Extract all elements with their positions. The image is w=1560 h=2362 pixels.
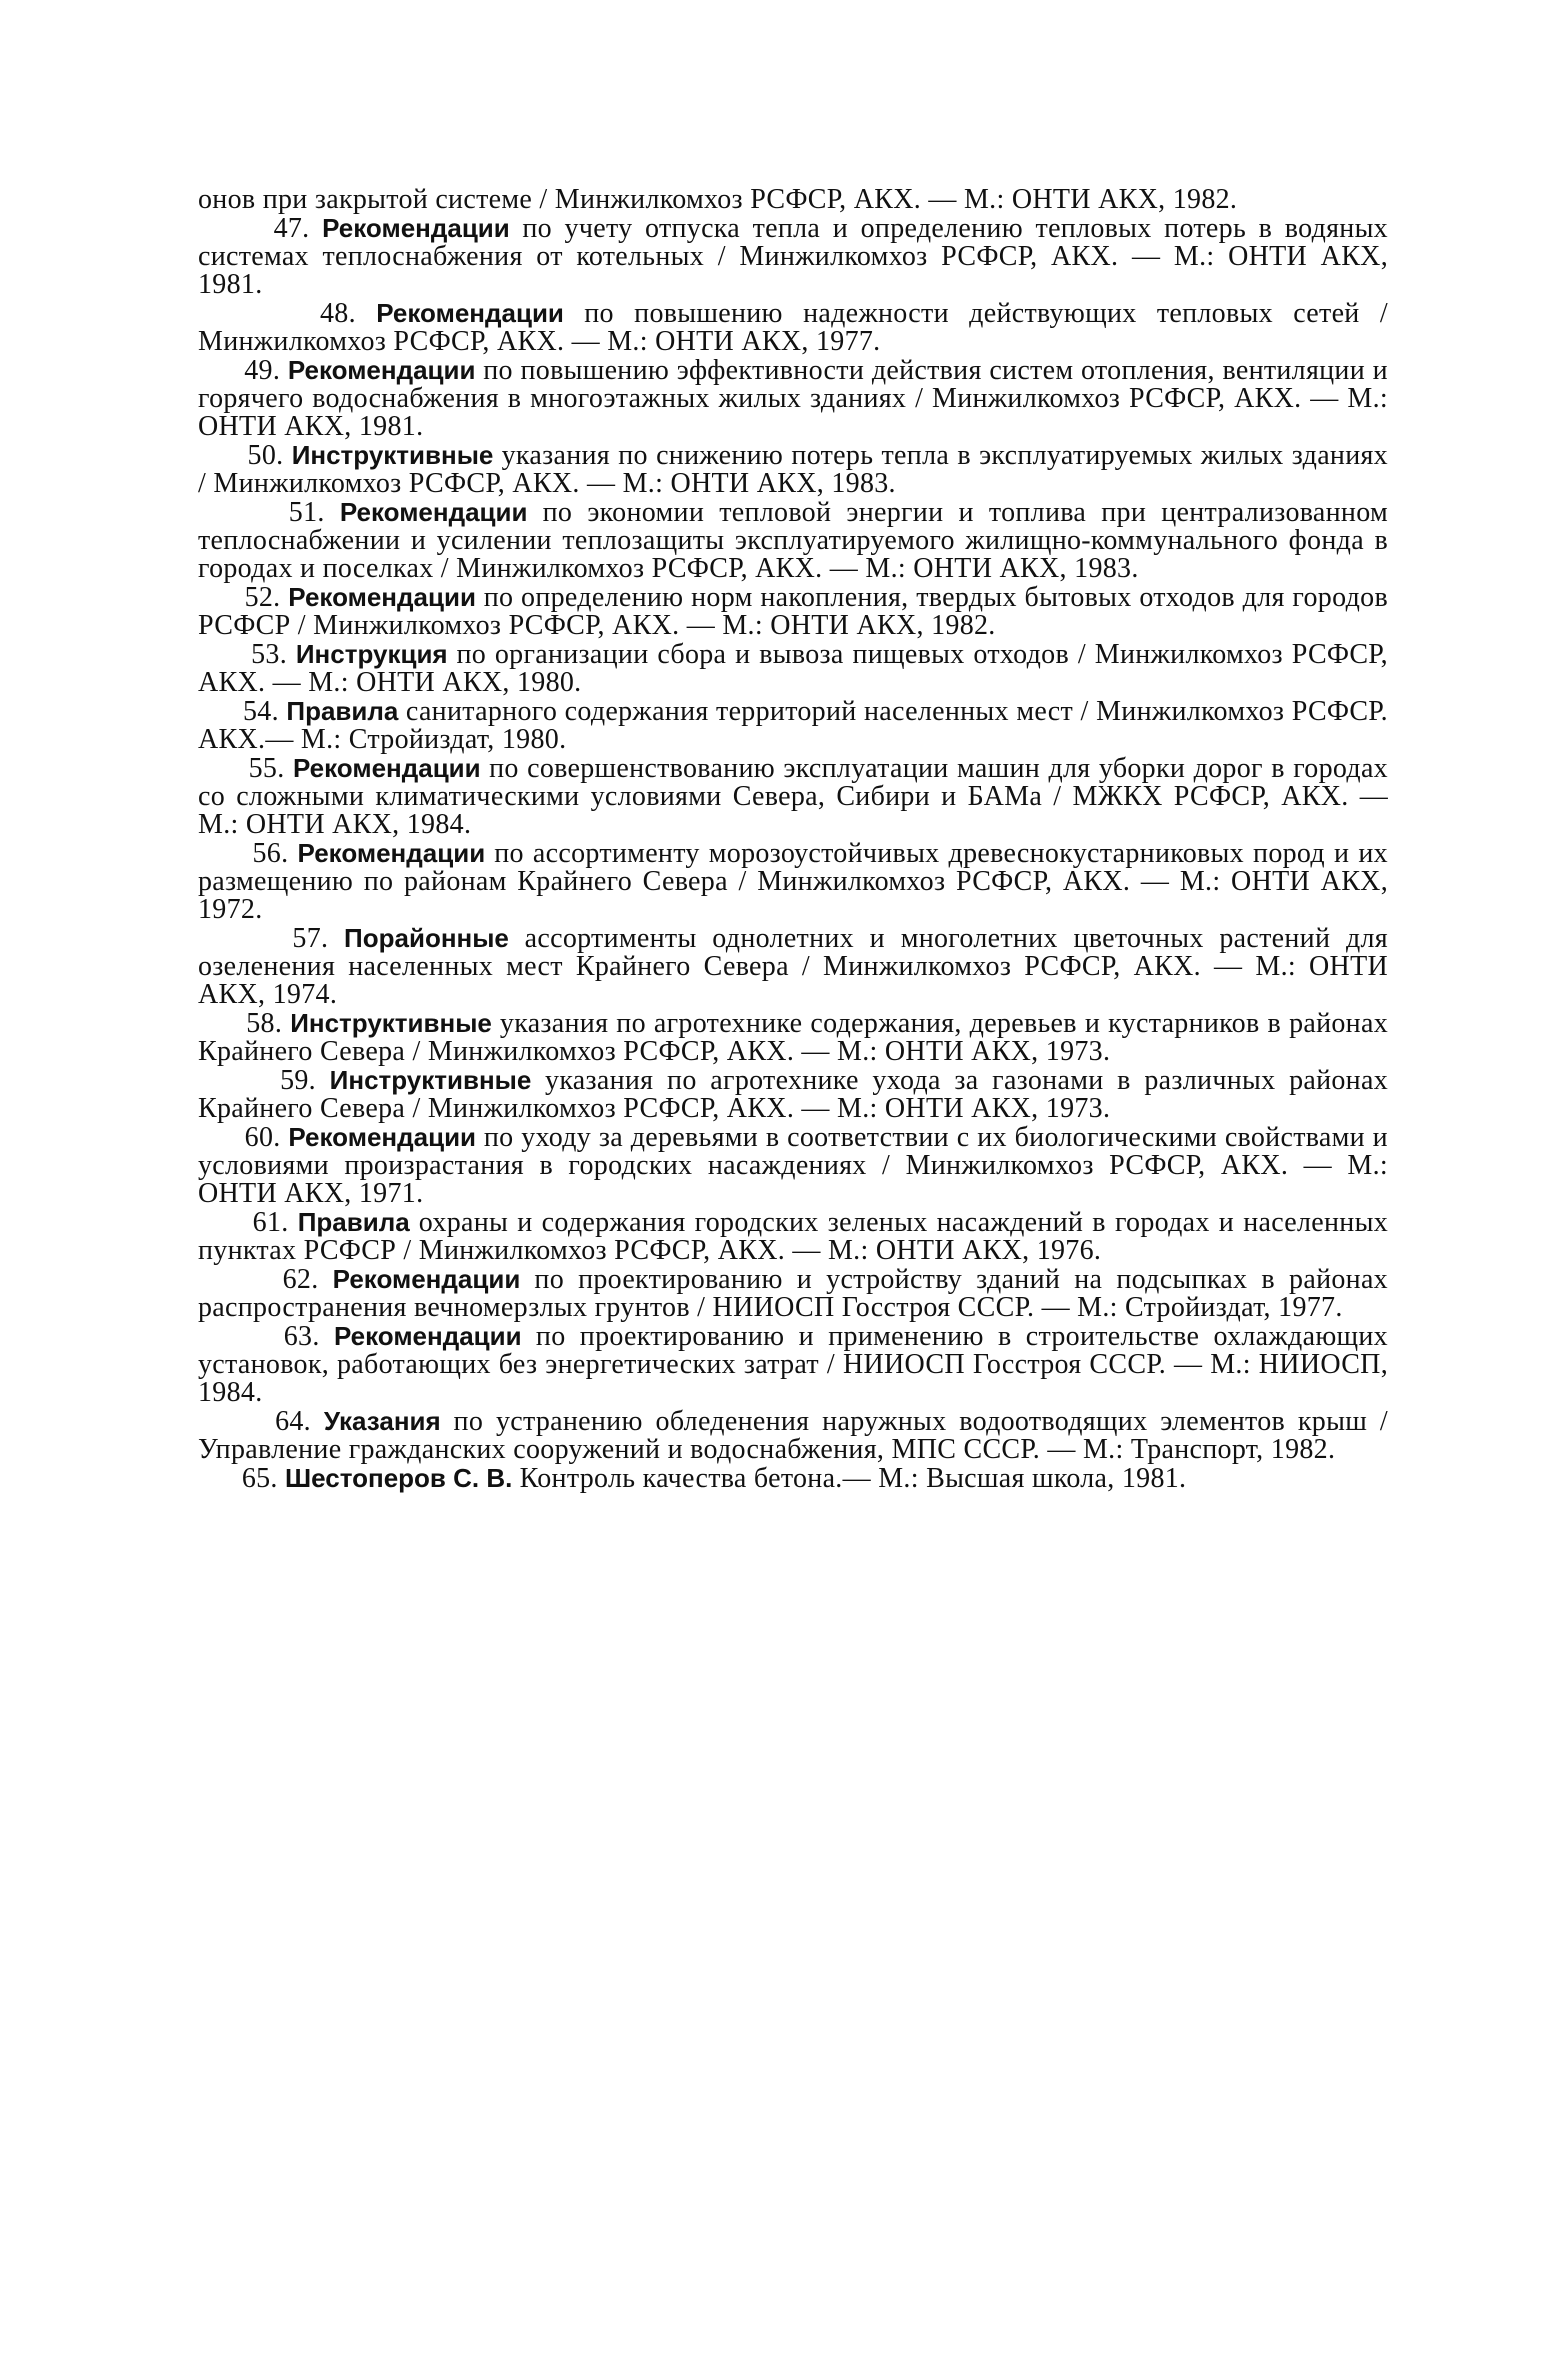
entry-number: 50. xyxy=(247,440,284,471)
entry-lead: Рекомендации xyxy=(339,497,528,527)
entry-lead: Инструктивные xyxy=(329,1065,532,1095)
entry-text: указания по агротехнике содержания, деревьев и кустарников в районах Крайнего Севера / Минжилкомхоз РСФСР, АКХ. — М.: ОНТИ АКХ, 1973. xyxy=(198,1008,1388,1067)
entry-lead: Рекомендации xyxy=(288,582,476,612)
bibliography-entry-59 xyxy=(198,1066,1388,1123)
bibliography-entry-60 xyxy=(198,1123,1388,1208)
entry-number: 48. xyxy=(319,298,356,329)
entry-number: 47. xyxy=(273,213,310,244)
entry-number: 54. xyxy=(243,696,279,727)
entry-lead: Рекомендации xyxy=(332,1264,521,1294)
entry-lead: Рекомендации xyxy=(376,298,564,328)
bibliography-entry-55 xyxy=(198,754,1388,839)
entry-lead: Правила xyxy=(297,1207,410,1237)
entry-number: 64. xyxy=(275,1406,311,1437)
entry-text: по учету отпуска тепла и определению тепловых потерь в водяных системах теплоснабжения от котельных / Минжилкомхоз РСФСР, АКХ. — М.: ОНТИ АКХ, 1981. xyxy=(198,213,1388,300)
entry-number: 53. xyxy=(251,639,287,670)
entry-number: 61. xyxy=(252,1207,289,1238)
entry-text: ассортименты однолетних и многолетних цветочных растений для озеленения населенных мест Крайнего Севера / Минжилкомхоз РСФСР, АКХ. — М.: ОНТИ АКХ, 1974. xyxy=(198,923,1388,1010)
continuation-text: онов при закрытой системе / Минжилкомхоз РСФСР, АКХ. — М.: ОНТИ АКХ, 1982. xyxy=(198,184,1238,215)
entry-lead: Рекомендации xyxy=(287,355,476,385)
entry-lead: Порайонные xyxy=(344,923,509,953)
bibliography-page xyxy=(198,186,1388,1493)
entry-text: по устранению обледенения наружных водоотводящих элементов крыш / Управление гражданских сооружений и водоснабжения, МПС СССР. — М.: Транспорт, 1982. xyxy=(198,1406,1388,1465)
entry-lead: Правила xyxy=(286,696,399,726)
entry-text: санитарного содержания территорий населенных мест / Минжилкомхоз РСФСР. АКХ.— М.: Стройиздат, 1980. xyxy=(198,696,1388,755)
entry-text: по проектированию и применению в строительстве охлаждающих установок, работающих без энергетических затрат / НИИОСП Госстроя СССР. — М.: НИИОСП, 1984. xyxy=(198,1321,1388,1408)
bibliography-entry-58 xyxy=(198,1009,1388,1066)
entry-number: 56. xyxy=(252,838,289,869)
entry-lead: Инструктивные xyxy=(290,1008,492,1038)
bibliography-entry-57 xyxy=(198,924,1388,1009)
entry-number: 51. xyxy=(288,497,325,528)
entry-text: по организации сбора и вывоза пищевых отходов / Минжилкомхоз РСФСР, АКХ. — М.: ОНТИ АКХ, 1980. xyxy=(198,639,1388,698)
entry-text: по экономии тепловой энергии и топлива при централизованном теплоснабжении и усилении теплозащиты эксплуатируемого жилищно-коммунального фонда в городах и поселках / Минжилкомхоз РСФСР, АКХ. — М.: ОНТИ АКХ, 1983. xyxy=(198,497,1388,584)
bibliography-entry-48 xyxy=(198,299,1388,356)
entry-text: по определению норм накопления, твердых бытовых отходов для городов РСФСР / Минжилкомхоз РСФСР, АКХ. — М.: ОНТИ АКХ, 1982. xyxy=(198,582,1388,641)
bibliography-entry-51 xyxy=(198,498,1388,583)
entry-number: 52. xyxy=(244,582,281,613)
entry-text: охраны и содержания городских зеленых насаждений в городах и населенных пунктах РСФСР / Минжилкомхоз РСФСР, АКХ. — М.: ОНТИ АКХ, 1976. xyxy=(198,1207,1388,1266)
entry-lead: Указания xyxy=(323,1406,441,1436)
entry-lead: Шестоперов С. В. xyxy=(285,1463,513,1493)
entry-lead: Рекомендации xyxy=(288,1122,477,1152)
bibliography-entry-50 xyxy=(198,441,1388,498)
entry-text: по ассортименту морозоустойчивых древеснокустарниковых пород и их размещению по районам Крайнего Севера / Минжилкомхоз РСФСР, АКХ. — М.: ОНТИ АКХ, 1972. xyxy=(198,838,1388,925)
entry-text: указания по снижению потерь тепла в эксплуатируемых жилых зданиях / Минжилкомхоз РСФСР, АКХ. — М.: ОНТИ АКХ, 1983. xyxy=(198,440,1388,499)
bibliography-entry-54 xyxy=(198,697,1388,754)
entry-number: 63. xyxy=(283,1321,320,1352)
bibliography-entry-53 xyxy=(198,640,1388,697)
entry-lead: Инструктивные xyxy=(291,440,494,470)
bibliography-entry-63 xyxy=(198,1322,1388,1407)
entry-text: по уходу за деревьями в соответствии с их биологическими свойствами и условиями произрастания в городских насаждениях / Минжилкомхоз РСФСР, АКХ. — М.: ОНТИ АКХ, 1971. xyxy=(198,1122,1388,1209)
entry-number: 62. xyxy=(282,1264,319,1295)
entry-text: Контроль качества бетона.— М.: Высшая школа, 1981. xyxy=(512,1463,1187,1494)
entry-text: по совершенствованию эксплуатации машин для уборки дорог в городах со сложными климатическими условиями Севера, Сибири и БАМа / МЖКХ РСФСР, АКХ. — М.: ОНТИ АКХ, 1984. xyxy=(198,753,1388,840)
bibliography-entry-62 xyxy=(198,1265,1388,1322)
entry-text: по повышению надежности действующих тепловых сетей / Минжилкомхоз РСФСР, АКХ. — М.: ОНТИ АКХ, 1977. xyxy=(198,298,1388,357)
bibliography-entry-56 xyxy=(198,839,1388,924)
entry-lead: Рекомендации xyxy=(292,753,481,783)
bibliography-entry-61 xyxy=(198,1208,1388,1265)
bibliography-entry-64 xyxy=(198,1407,1388,1464)
entry-number: 57. xyxy=(292,923,329,954)
entry-number: 59. xyxy=(280,1065,316,1096)
bibliography-entry-65 xyxy=(198,1464,1388,1493)
entry-number: 49. xyxy=(244,355,281,386)
entry-lead: Инструкция xyxy=(295,639,448,669)
entry-number: 58. xyxy=(246,1008,283,1039)
entry-number: 60. xyxy=(244,1122,281,1153)
entry-lead: Рекомендации xyxy=(297,838,486,868)
entry-number: 65. xyxy=(241,1463,278,1494)
bibliography-entry-47 xyxy=(198,214,1388,299)
bibliography-entry-52 xyxy=(198,583,1388,640)
entry-text: указания по агротехнике ухода за газонами в различных районах Крайнего Севера / Минжилкомхоз РСФСР, АКХ. — М.: ОНТИ АКХ, 1973. xyxy=(198,1065,1388,1124)
entry-text: по повышению эффективности действия систем отопления, вентиляции и горячего водоснабжения в многоэтажных жилых зданиях / Минжилкомхоз РСФСР, АКХ. — М.: ОНТИ АКХ, 1981. xyxy=(198,355,1388,442)
entry-lead: Рекомендации xyxy=(322,213,510,243)
entry-lead: Рекомендации xyxy=(333,1321,522,1351)
entry-number: 55. xyxy=(248,753,285,784)
entry-text: по проектированию и устройству зданий на подсыпках в районах распространения вечномерзлых грунтов / НИИОСП Госстроя СССР. — М.: Стройиздат, 1977. xyxy=(198,1264,1388,1323)
bibliography-entry-49 xyxy=(198,356,1388,441)
